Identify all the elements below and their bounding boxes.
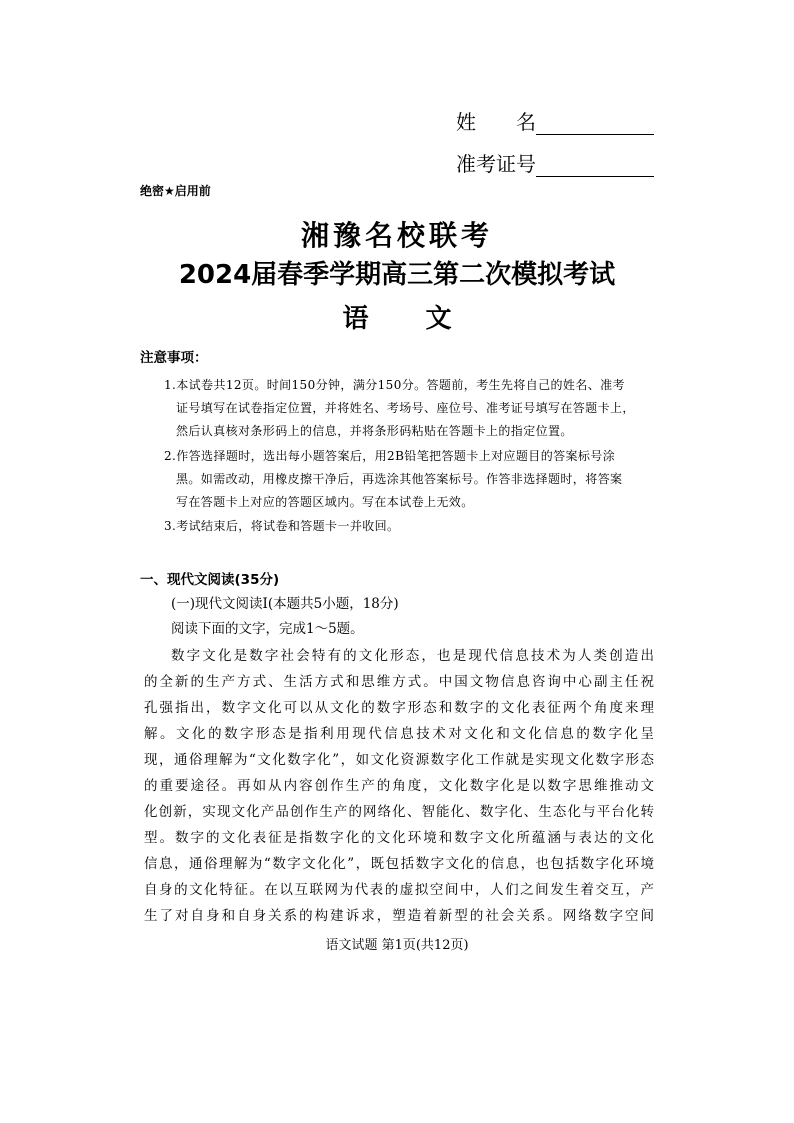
paragraph-line: 信息，通俗理解为“数字文化化”，既包括数字文化的信息，也包括数字化环境 bbox=[144, 856, 654, 872]
name-blank-line bbox=[536, 112, 654, 135]
paragraph-line: 孔强指出，数字文化可以从文化的数字形态和数字的文化表征两个角度来理 bbox=[144, 700, 654, 716]
notice-line: 1.本试卷共12页。时间150分钟，满分150分。答题前，考生先将自己的姓名、准考 bbox=[164, 378, 625, 392]
subsection-heading: (一)现代文阅读Ⅰ(本题共5小题，18分) bbox=[171, 596, 399, 612]
notice-line: 证号填写在试卷指定位置，并将姓名、考场号、座位号、准考证号填写在答题卡上， bbox=[176, 401, 635, 415]
exam-id-blank-line bbox=[536, 154, 654, 177]
paragraph-line: 的重要途径。再如从内容创作生产的角度，文化数字化是以数字思维推动文 bbox=[144, 778, 654, 794]
exam-id-label: 准考证号 bbox=[456, 152, 536, 176]
reading-instruction: 阅读下面的文字，完成1～5题。 bbox=[171, 621, 364, 637]
paragraph-line: 现，通俗理解为“文化数字化”，如文化资源数字化工作就是实现文化数字形态 bbox=[144, 752, 654, 768]
subject-title: 语 文 bbox=[342, 304, 452, 334]
notice-line: 3.考试结束后，将试卷和答题卡一并收回。 bbox=[164, 519, 400, 533]
notice-line: 黑。如需改动，用橡皮擦干净后，再选涂其他答案标号。作答非选择题时，将答案 bbox=[176, 472, 623, 486]
exam-org-title: 湘豫名校联考 bbox=[300, 219, 493, 252]
page-footer: 语文试题 第1页(共12页) bbox=[325, 938, 469, 953]
paragraph-line: 型。数字的文化表征是指数字化的文化环境和数字文化所蕴涵与表达的文化 bbox=[144, 830, 654, 846]
notice-line: 2.作答选择题时，选出每小题答案后，用2B铅笔把答题卡上对应题目的答案标号涂 bbox=[164, 449, 616, 463]
name-field bbox=[456, 106, 654, 135]
section-heading: 一、现代文阅读(35分) bbox=[140, 572, 280, 588]
paragraph-line: 数字文化是数字社会特有的文化形态，也是现代信息技术为人类创造出 bbox=[171, 648, 654, 664]
notice-line: 写在答题卡上对应的答题区域内。写在本试卷上无效。 bbox=[176, 495, 474, 509]
paragraph-line: 自身的文化特征。在以互联网为代表的虚拟空间中，人们之间发生着交互，产 bbox=[144, 882, 654, 898]
exam-title: 2024届春季学期高三第二次模拟考试 bbox=[178, 260, 616, 290]
paragraph-line: 化创新，实现文化产品创作生产的网络化、智能化、数字化、生态化与平台化转 bbox=[144, 804, 654, 820]
notice-heading: 注意事项： bbox=[140, 350, 208, 366]
paragraph-line: 的全新的生产方式、生活方式和思维方式。中国文物信息咨询中心副主任祝 bbox=[144, 674, 654, 690]
name-label: 姓 名 bbox=[456, 110, 536, 134]
secret-mark: 绝密★启用前 bbox=[140, 184, 211, 198]
notice-line: 然后认真核对条形码上的信息，并将条形码粘贴在答题卡上的指定位置。 bbox=[176, 424, 573, 438]
paragraph-line: 解。文化的数字形态是指利用现代信息技术对文化和文化信息的数字化呈 bbox=[144, 726, 654, 742]
paragraph-line: 生了对自身和自身关系的构建诉求，塑造着新型的社会关系。网络数字空间 bbox=[144, 908, 654, 924]
exam-id-field bbox=[456, 148, 654, 177]
